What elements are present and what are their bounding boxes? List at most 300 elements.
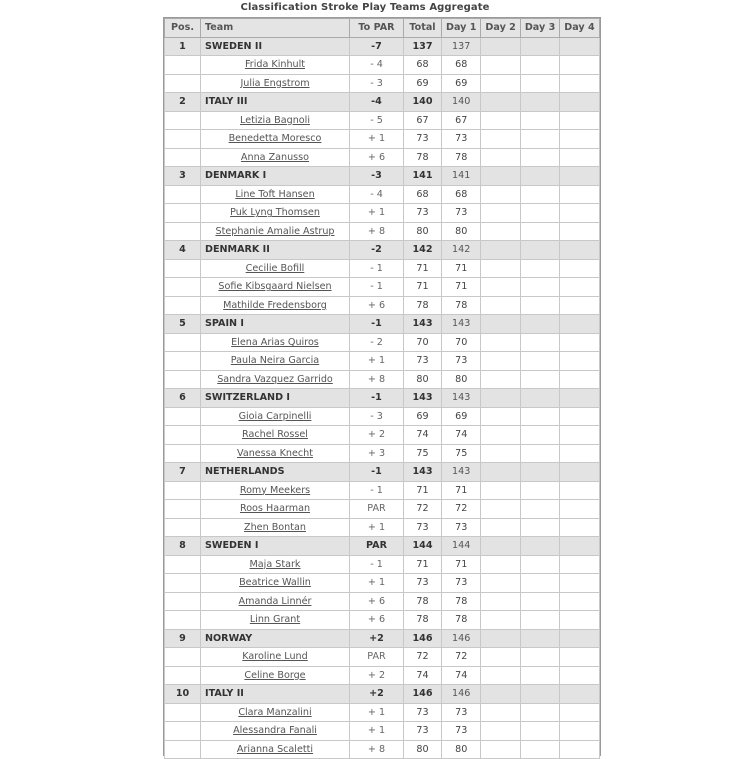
team-day1: 146 [442,629,481,648]
player-to-par: + 2 [350,666,404,685]
player-row [165,148,600,167]
player-day3 [520,111,559,130]
player-day2 [481,148,520,167]
team-day2 [481,389,520,408]
team-name: NETHERLANDS [201,463,350,482]
player-row [165,648,600,667]
team-day3 [520,685,559,704]
team-row [165,241,600,260]
player-day3 [520,370,559,389]
player-pos-blank [165,666,201,685]
player-total: 73 [404,130,442,149]
player-to-par: - 1 [350,481,404,500]
player-total: 73 [404,204,442,223]
player-total: 78 [404,148,442,167]
player-name-link[interactable]: Mathilde Fredensborg [201,296,350,315]
player-day3 [520,74,559,93]
player-name-link[interactable]: Cecilie Bofill [201,259,350,278]
player-total: 75 [404,444,442,463]
player-day4 [560,407,599,426]
team-day1: 143 [442,315,481,334]
player-row [165,481,600,500]
team-position: 6 [165,389,201,408]
player-day2 [481,407,520,426]
player-day2 [481,518,520,537]
team-day1: 143 [442,389,481,408]
player-to-par: - 1 [350,555,404,574]
player-pos-blank [165,481,201,500]
player-day3 [520,333,559,352]
player-to-par: + 8 [350,740,404,759]
player-total: 71 [404,259,442,278]
player-day2 [481,703,520,722]
player-to-par: - 3 [350,74,404,93]
player-row [165,278,600,297]
team-day3 [520,37,559,56]
player-day3 [520,500,559,519]
player-day4 [560,426,599,445]
team-total: 140 [404,93,442,112]
player-name-link[interactable]: Gioia Carpinelli [201,407,350,426]
player-to-par: - 2 [350,333,404,352]
player-to-par: + 1 [350,574,404,593]
team-day3 [520,463,559,482]
player-name-link[interactable]: Roos Haarman [201,500,350,519]
team-name: ITALY III [201,93,350,112]
player-day1: 73 [442,204,481,223]
player-day3 [520,185,559,204]
player-day3 [520,130,559,149]
player-total: 74 [404,666,442,685]
player-day2 [481,500,520,519]
player-pos-blank [165,703,201,722]
player-pos-blank [165,130,201,149]
player-total: 70 [404,333,442,352]
player-day4 [560,352,599,371]
team-total: 142 [404,241,442,260]
player-total: 71 [404,555,442,574]
player-row [165,407,600,426]
player-day2 [481,352,520,371]
player-day1: 78 [442,611,481,630]
team-day1: 141 [442,167,481,186]
player-day1: 70 [442,333,481,352]
team-position: 1 [165,37,201,56]
player-day4 [560,481,599,500]
player-total: 73 [404,518,442,537]
header-row [165,19,600,38]
player-row [165,185,600,204]
player-pos-blank [165,370,201,389]
player-name-link[interactable]: Romy Meekers [201,481,350,500]
header-team: Team [201,19,350,38]
player-name-link[interactable]: Elena Arias Quiros [201,333,350,352]
player-name-link[interactable]: Frida Kinhult [201,56,350,75]
player-total: 69 [404,74,442,93]
header-day3: Day 3 [520,19,559,38]
player-to-par: - 5 [350,111,404,130]
team-total: 146 [404,629,442,648]
team-day4 [560,241,599,260]
player-total: 78 [404,611,442,630]
team-position: 4 [165,241,201,260]
player-day4 [560,370,599,389]
player-day1: 73 [442,703,481,722]
player-day4 [560,574,599,593]
results-body [165,37,600,759]
player-to-par: + 6 [350,592,404,611]
team-day3 [520,629,559,648]
player-day4 [560,111,599,130]
team-day3 [520,315,559,334]
player-day2 [481,56,520,75]
player-day1: 72 [442,648,481,667]
team-day3 [520,93,559,112]
player-day1: 74 [442,426,481,445]
team-row [165,167,600,186]
player-day4 [560,185,599,204]
player-day2 [481,611,520,630]
team-day2 [481,685,520,704]
player-day3 [520,426,559,445]
player-row [165,555,600,574]
player-day3 [520,555,559,574]
player-name-link[interactable]: Puk Lyng Thomsen [201,204,350,223]
player-day4 [560,204,599,223]
player-pos-blank [165,185,201,204]
team-total: 137 [404,37,442,56]
header-day2: Day 2 [481,19,520,38]
player-day4 [560,648,599,667]
player-day4 [560,592,599,611]
player-name-link[interactable]: Vanessa Knecht [201,444,350,463]
player-row [165,333,600,352]
player-pos-blank [165,148,201,167]
player-name-link[interactable]: Alessandra Fanali [201,722,350,741]
player-name-link[interactable]: Rachel Rossel [201,426,350,445]
team-row [165,93,600,112]
player-total: 72 [404,500,442,519]
player-day1: 78 [442,592,481,611]
team-row [165,685,600,704]
team-total: 143 [404,389,442,408]
team-day3 [520,167,559,186]
player-pos-blank [165,352,201,371]
page-title: Classification Stroke Play Teams Aggregate [240,2,490,13]
team-name: DENMARK I [201,167,350,186]
player-name-link[interactable]: Zhen Bontan [201,518,350,537]
team-name: NORWAY [201,629,350,648]
team-day4 [560,93,599,112]
player-total: 73 [404,703,442,722]
header-day4: Day 4 [560,19,599,38]
player-day3 [520,278,559,297]
team-to-par: -2 [350,241,404,260]
team-row [165,37,600,56]
player-to-par: + 3 [350,444,404,463]
player-day4 [560,56,599,75]
team-day4 [560,463,599,482]
player-day4 [560,611,599,630]
player-to-par: + 6 [350,148,404,167]
player-day2 [481,481,520,500]
team-name: SWEDEN II [201,37,350,56]
player-day3 [520,407,559,426]
player-day2 [481,111,520,130]
team-to-par: -1 [350,463,404,482]
player-to-par: PAR [350,500,404,519]
player-day3 [520,56,559,75]
player-day1: 73 [442,574,481,593]
team-day4 [560,315,599,334]
player-pos-blank [165,333,201,352]
team-day3 [520,389,559,408]
team-day4 [560,685,599,704]
team-day2 [481,629,520,648]
player-day1: 73 [442,518,481,537]
player-total: 80 [404,370,442,389]
player-day1: 68 [442,56,481,75]
team-position: 8 [165,537,201,556]
player-total: 73 [404,722,442,741]
player-day1: 73 [442,352,481,371]
player-total: 78 [404,592,442,611]
player-day1: 73 [442,722,481,741]
player-day1: 68 [442,185,481,204]
player-row [165,296,600,315]
player-name-link[interactable]: Clara Manzalini [201,703,350,722]
team-position: 7 [165,463,201,482]
team-total: 141 [404,167,442,186]
player-day2 [481,370,520,389]
player-name-link[interactable]: Arianna Scaletti [201,740,350,759]
player-day3 [520,518,559,537]
player-row [165,259,600,278]
team-day2 [481,537,520,556]
player-day3 [520,444,559,463]
player-day2 [481,574,520,593]
player-day2 [481,222,520,241]
player-pos-blank [165,111,201,130]
player-day3 [520,611,559,630]
player-day1: 71 [442,259,481,278]
player-total: 73 [404,352,442,371]
player-day3 [520,222,559,241]
player-name-link[interactable]: Julia Engstrom [201,74,350,93]
player-day4 [560,74,599,93]
header-day1: Day 1 [442,19,481,38]
player-day4 [560,148,599,167]
player-day1: 69 [442,407,481,426]
player-name-link[interactable]: Maja Stark [201,555,350,574]
team-row [165,315,600,334]
player-row [165,703,600,722]
team-day3 [520,241,559,260]
header-pos: Pos. [165,19,201,38]
player-name-link[interactable]: Karoline Lund [201,648,350,667]
player-name-link[interactable]: Letizia Bagnoli [201,111,350,130]
team-to-par: -3 [350,167,404,186]
team-day4 [560,537,599,556]
player-name-link[interactable]: Amanda Linnér [201,592,350,611]
player-pos-blank [165,56,201,75]
player-total: 78 [404,296,442,315]
player-total: 80 [404,740,442,759]
team-name: SWEDEN I [201,537,350,556]
player-pos-blank [165,500,201,519]
player-name-link[interactable]: Beatrice Wallin [201,574,350,593]
player-name-link[interactable]: Line Toft Hansen [201,185,350,204]
team-day2 [481,315,520,334]
player-name-link[interactable]: Sofie Kibsgaard Nielsen [201,278,350,297]
team-name: SWITZERLAND I [201,389,350,408]
player-day3 [520,703,559,722]
team-day4 [560,629,599,648]
player-day1: 80 [442,740,481,759]
player-total: 69 [404,407,442,426]
player-day1: 71 [442,481,481,500]
player-total: 72 [404,648,442,667]
player-to-par: + 8 [350,370,404,389]
player-name-link[interactable]: Sandra Vazquez Garrido [201,370,350,389]
player-day1: 74 [442,666,481,685]
player-day1: 78 [442,148,481,167]
player-day4 [560,444,599,463]
player-name-link[interactable]: Linn Grant [201,611,350,630]
team-to-par: -1 [350,389,404,408]
player-pos-blank [165,592,201,611]
player-day3 [520,259,559,278]
team-to-par: -4 [350,93,404,112]
player-day3 [520,592,559,611]
player-day4 [560,703,599,722]
player-day1: 80 [442,370,481,389]
player-row [165,56,600,75]
team-day1: 143 [442,463,481,482]
player-total: 67 [404,111,442,130]
player-day2 [481,426,520,445]
player-day2 [481,74,520,93]
team-to-par: PAR [350,537,404,556]
player-total: 71 [404,481,442,500]
player-pos-blank [165,722,201,741]
player-day1: 69 [442,74,481,93]
player-row [165,74,600,93]
team-row [165,389,600,408]
player-day1: 67 [442,111,481,130]
player-total: 71 [404,278,442,297]
player-pos-blank [165,444,201,463]
player-row [165,592,600,611]
team-day4 [560,167,599,186]
team-day3 [520,537,559,556]
player-row [165,352,600,371]
player-day1: 75 [442,444,481,463]
player-to-par: + 8 [350,222,404,241]
player-day4 [560,296,599,315]
team-name: ITALY II [201,685,350,704]
player-day2 [481,296,520,315]
player-day3 [520,574,559,593]
player-to-par: PAR [350,648,404,667]
player-day4 [560,518,599,537]
player-to-par: + 6 [350,611,404,630]
player-pos-blank [165,574,201,593]
player-to-par: - 4 [350,185,404,204]
team-total: 143 [404,463,442,482]
player-day1: 80 [442,222,481,241]
team-position: 9 [165,629,201,648]
header-total: Total [404,19,442,38]
player-name-link[interactable]: Celine Borge [201,666,350,685]
player-row [165,426,600,445]
player-name-link[interactable]: Benedetta Moresco [201,130,350,149]
team-day1: 137 [442,37,481,56]
player-pos-blank [165,74,201,93]
player-day4 [560,333,599,352]
player-row [165,518,600,537]
player-to-par: - 1 [350,259,404,278]
player-day2 [481,333,520,352]
team-to-par: -1 [350,315,404,334]
player-day4 [560,222,599,241]
team-position: 2 [165,93,201,112]
team-day4 [560,37,599,56]
player-day4 [560,278,599,297]
results-table [164,18,600,759]
player-to-par: + 1 [350,518,404,537]
team-position: 5 [165,315,201,334]
team-day2 [481,241,520,260]
player-day4 [560,259,599,278]
player-total: 73 [404,574,442,593]
player-row [165,444,600,463]
player-day1: 71 [442,555,481,574]
player-day2 [481,259,520,278]
player-to-par: + 1 [350,352,404,371]
player-day4 [560,666,599,685]
player-name-link[interactable]: Stephanie Amalie Astrup [201,222,350,241]
player-pos-blank [165,518,201,537]
player-day4 [560,500,599,519]
team-total: 143 [404,315,442,334]
team-row [165,629,600,648]
team-position: 3 [165,167,201,186]
player-name-link[interactable]: Paula Neira Garcia [201,352,350,371]
player-row [165,611,600,630]
player-day3 [520,148,559,167]
team-to-par: -7 [350,37,404,56]
player-day2 [481,130,520,149]
player-row [165,222,600,241]
team-to-par: +2 [350,685,404,704]
header-to-par: To PAR [350,19,404,38]
player-pos-blank [165,426,201,445]
player-to-par: - 1 [350,278,404,297]
player-row [165,130,600,149]
player-name-link[interactable]: Anna Zanusso [201,148,350,167]
team-day2 [481,93,520,112]
player-day3 [520,352,559,371]
player-day4 [560,555,599,574]
team-row [165,537,600,556]
team-position: 10 [165,685,201,704]
player-to-par: - 3 [350,407,404,426]
player-row [165,666,600,685]
player-to-par: + 1 [350,703,404,722]
player-row [165,500,600,519]
team-day4 [560,389,599,408]
